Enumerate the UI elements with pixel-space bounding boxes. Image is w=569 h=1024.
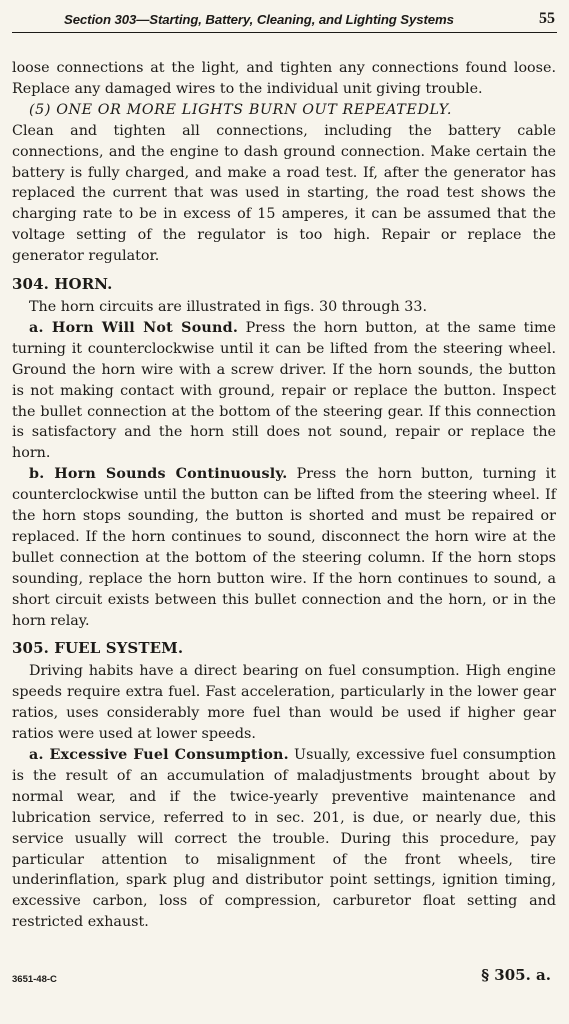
subsection-304a-text: Press the horn button, at the same time turning it counterclockwise until it can be lifted from the steering wheel. Ground the horn wire with a screw driver. If the horn sounds, the button is not making contact with ground, repair or replace the button. Inspect the bullet connection at the bottom of the steering gear. If this connection is satisfactory and the horn still does not sound, repair or replace the horn. [12, 319, 557, 462]
running-header [12, 6, 557, 33]
subsection-305a [12, 745, 556, 933]
continued-paragraph: loose connections at the light, and tighten any connections found loose. Replace any damaged wires to the individual unit giving trouble. [12, 60, 556, 97]
subsection-305a-text: Usually, excessive fuel consumption is the result of an accumulation of maladjustments brought about by normal wear, and if the twice-yearly preventive maintenance and lubrication service, referred to in sec. 201, is due, or nearly due, this service usually will correct the trouble. During this procedure, pay particular attention to misalignment of the front wheels, tire underinflation, spark plug and distributor point settings, ignition timing, excessive carbon, loss of compression, carburetor float setting and restricted exhaust. [12, 747, 557, 931]
section-305-intro: Driving habits have a direct bearing on fuel consumption. High engine speeds require extra fuel. Fast acceleration, particularly in the lower gear ratios, uses considerably more fuel than would be used if higher gear ratios were used at lower speeds. [12, 663, 556, 743]
subsection-304b [12, 464, 556, 631]
item-5-heading: (5) ONE OR MORE LIGHTS BURN OUT REPEATEDLY. [29, 101, 453, 118]
subsection-304b-text: Press the horn button, turning it counterclockwise until the button can be lifted from the steering wheel. If the horn stops sounding, the button is shorted and must be repaired or replaced. If the horn continues to sound, disconnect the horn wire at the bullet connection at the bottom of the steering column. If the horn stops sounding, replace the horn button wire. If the horn continues to sound, a short circuit exists between this bullet connection and the horn, or in the horn relay. [12, 466, 556, 629]
header-title: Section 303—Starting, Battery, Cleaning, and Lighting Systems [64, 11, 454, 27]
subsection-305a-heading: a. Excessive Fuel Consumption. [29, 747, 289, 763]
footer-section-ref: § 305. a. [481, 966, 551, 984]
subsection-304b-heading: b. Horn Sounds Continuously. [29, 466, 288, 483]
item-5-text: Clean and tighten all connections, including the battery cable connections, and the engine to dash ground connection. Make certain the battery is fully charged, and make a road test. If, after the generator has replaced the current that was used in starting, the road test shows the charging rate to be in excess of 15 amperes, it can be assumed that the voltage setting of the regulator is too high. Repair or replace the generator regulator. [12, 122, 556, 265]
section-304-intro: The horn circuits are illustrated in figs. 30 through 33. [29, 298, 428, 315]
page-number: 55 [539, 10, 555, 27]
section-305-heading: 305. FUEL SYSTEM. [12, 639, 184, 658]
subsection-304a-heading: a. Horn Will Not Sound. [29, 319, 238, 336]
footer-code: 3651-48-C [12, 974, 57, 985]
item-5-paragraph [12, 100, 556, 121]
section-304-heading: 304. HORN. [12, 275, 113, 294]
body-text [12, 58, 556, 933]
subsection-304a [12, 318, 556, 464]
